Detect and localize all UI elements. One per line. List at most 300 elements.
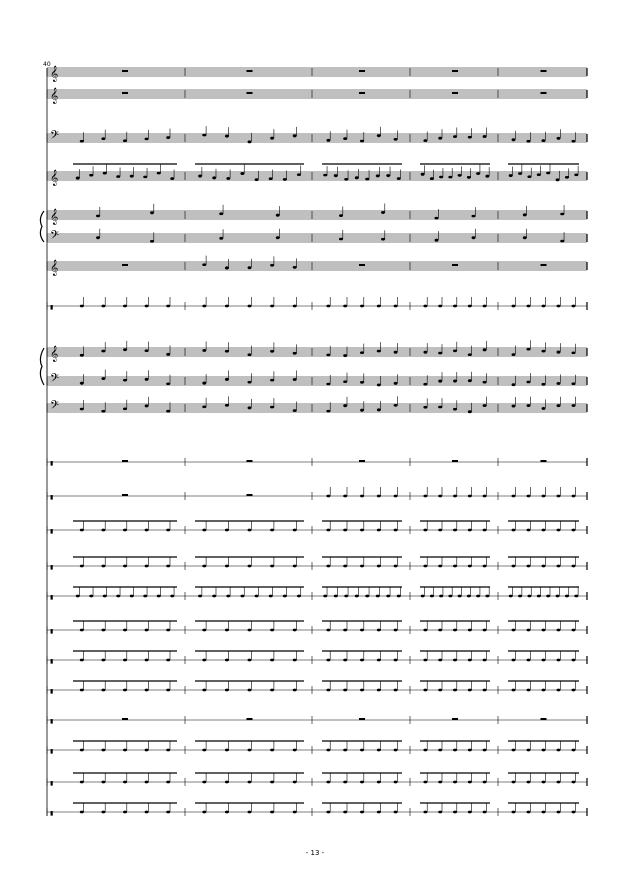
note-head xyxy=(297,595,301,598)
whole-rest xyxy=(247,718,253,720)
note-head xyxy=(101,689,105,692)
note-head xyxy=(423,495,427,498)
note-head xyxy=(468,410,472,413)
note-head xyxy=(448,595,452,598)
note-head xyxy=(421,173,425,176)
note-head xyxy=(270,659,274,662)
note-head xyxy=(557,565,561,568)
whole-rest xyxy=(247,92,253,94)
bass-clef-icon: 𝄢 xyxy=(50,129,60,145)
note-head xyxy=(509,174,513,177)
note-head xyxy=(557,137,561,140)
note-head xyxy=(101,659,105,662)
note-head xyxy=(453,749,457,752)
note-head xyxy=(360,529,364,532)
note-head xyxy=(202,529,206,532)
note-head xyxy=(157,172,161,175)
note-head xyxy=(423,659,427,662)
note-head xyxy=(468,629,472,632)
percussion-clef-icon: ▮ xyxy=(50,594,54,601)
note-head xyxy=(485,595,489,598)
note-head xyxy=(512,749,516,752)
note-head xyxy=(202,749,206,752)
note-head xyxy=(557,529,561,532)
note-head xyxy=(542,659,546,662)
note-head xyxy=(448,176,452,179)
note-head xyxy=(225,811,229,814)
note-head xyxy=(468,781,472,784)
note-head xyxy=(225,629,229,632)
note-head xyxy=(527,404,531,407)
note-head xyxy=(572,351,576,354)
whole-rest xyxy=(541,460,547,462)
note-head xyxy=(101,781,105,784)
note-head xyxy=(225,378,229,381)
note-head xyxy=(145,305,149,308)
note-head xyxy=(293,565,297,568)
note-head xyxy=(225,689,229,692)
percussion-clef-icon: ▮ xyxy=(50,810,54,817)
treble-clef-icon: 𝄞 xyxy=(50,209,59,225)
note-head xyxy=(394,351,398,354)
note-head xyxy=(512,629,516,632)
note-head xyxy=(202,565,206,568)
whole-rest xyxy=(452,718,458,720)
note-head xyxy=(438,811,442,814)
note-head xyxy=(572,140,576,143)
note-head xyxy=(293,378,297,381)
note-head xyxy=(293,811,297,814)
note-head xyxy=(423,305,427,308)
note-head xyxy=(276,214,280,217)
note-head xyxy=(166,689,170,692)
note-head xyxy=(557,351,561,354)
note-head xyxy=(557,404,561,407)
note-head xyxy=(512,383,516,386)
note-head xyxy=(377,565,381,568)
note-head xyxy=(326,305,330,308)
note-head xyxy=(166,136,170,139)
note-head xyxy=(270,749,274,752)
note-head xyxy=(512,529,516,532)
note-head xyxy=(101,410,105,413)
whole-rest xyxy=(452,264,458,266)
staff-22 xyxy=(47,778,587,786)
note-head xyxy=(572,404,576,407)
note-head xyxy=(483,565,487,568)
note-head xyxy=(202,382,206,385)
note-head xyxy=(468,689,472,692)
note-head xyxy=(394,629,398,632)
note-head xyxy=(360,351,364,354)
note-head xyxy=(542,305,546,308)
note-head xyxy=(360,811,364,814)
note-head xyxy=(438,380,442,383)
note-head xyxy=(326,383,330,386)
whole-rest xyxy=(359,70,365,72)
note-head xyxy=(202,405,206,408)
note-head xyxy=(334,595,338,598)
note-head xyxy=(512,689,516,692)
note-head xyxy=(145,404,149,407)
whole-rest xyxy=(247,70,253,72)
note-head xyxy=(527,565,531,568)
note-head xyxy=(572,629,576,632)
note-head xyxy=(343,565,347,568)
note-head xyxy=(423,383,427,386)
note-head xyxy=(166,353,170,356)
note-head xyxy=(468,565,472,568)
note-head xyxy=(394,138,398,141)
whole-rest xyxy=(452,70,458,72)
note-head xyxy=(557,811,561,814)
whole-rest xyxy=(359,92,365,94)
note-head xyxy=(166,529,170,532)
note-head xyxy=(381,238,385,241)
note-head xyxy=(326,781,330,784)
note-head xyxy=(323,595,327,598)
note-head xyxy=(565,176,569,179)
note-head xyxy=(297,173,301,176)
note-head xyxy=(527,348,531,351)
note-head xyxy=(326,689,330,692)
staff-5 xyxy=(47,211,587,219)
note-head xyxy=(343,495,347,498)
note-head xyxy=(381,211,385,214)
note-head xyxy=(542,495,546,498)
note-head xyxy=(248,381,252,384)
note-head xyxy=(143,595,147,598)
note-head xyxy=(483,659,487,662)
note-head xyxy=(293,629,297,632)
note-head xyxy=(270,781,274,784)
note-head xyxy=(343,629,347,632)
note-head xyxy=(360,381,364,384)
staff-23 xyxy=(47,808,587,816)
note-head xyxy=(394,659,398,662)
note-head xyxy=(483,629,487,632)
note-head xyxy=(527,595,531,598)
note-head xyxy=(468,379,472,382)
note-head xyxy=(145,811,149,814)
note-head xyxy=(468,749,472,752)
note-head xyxy=(377,408,381,411)
note-head xyxy=(116,595,120,598)
note-head xyxy=(101,629,105,632)
note-head xyxy=(423,811,427,814)
note-head xyxy=(435,217,439,220)
note-head xyxy=(518,172,522,175)
note-head xyxy=(123,379,127,382)
note-head xyxy=(468,353,472,356)
whole-rest xyxy=(122,494,128,496)
note-head xyxy=(423,529,427,532)
note-head xyxy=(572,529,576,532)
note-head xyxy=(248,629,252,632)
note-head xyxy=(394,305,398,308)
note-head xyxy=(527,749,531,752)
note-head xyxy=(150,211,154,214)
whole-rest xyxy=(541,718,547,720)
note-head xyxy=(80,811,84,814)
note-head xyxy=(377,659,381,662)
note-head xyxy=(101,377,105,380)
note-head xyxy=(270,565,274,568)
note-head xyxy=(453,529,457,532)
brace-1 xyxy=(40,211,44,242)
note-head xyxy=(116,175,120,178)
note-head xyxy=(468,305,472,308)
page-number: - 13 - xyxy=(305,849,325,857)
note-head xyxy=(557,659,561,662)
note-head xyxy=(438,629,442,632)
staff-16 xyxy=(47,592,587,600)
note-head xyxy=(483,348,487,351)
measure-number: 40 xyxy=(43,61,51,68)
note-head xyxy=(269,595,273,598)
note-head xyxy=(293,749,297,752)
whole-rest xyxy=(359,264,365,266)
note-head xyxy=(225,749,229,752)
percussion-clef-icon: ▮ xyxy=(50,528,54,535)
note-head xyxy=(270,264,274,267)
note-head xyxy=(360,659,364,662)
note-head xyxy=(360,689,364,692)
note-head xyxy=(560,213,564,216)
note-head xyxy=(248,406,252,409)
bass-clef-icon: 𝄢 xyxy=(50,399,60,415)
note-head xyxy=(397,595,401,598)
note-head xyxy=(476,172,480,175)
whole-rest xyxy=(247,460,253,462)
note-head xyxy=(145,529,149,532)
note-head xyxy=(240,595,244,598)
note-head xyxy=(572,689,576,692)
note-head xyxy=(527,689,531,692)
note-head xyxy=(123,139,127,142)
note-head xyxy=(512,781,516,784)
staff-9 xyxy=(47,348,587,356)
note-head xyxy=(512,353,516,356)
note-head xyxy=(546,595,550,598)
note-head xyxy=(80,140,84,143)
note-head xyxy=(96,236,100,239)
note-head xyxy=(145,659,149,662)
note-head xyxy=(80,529,84,532)
note-head xyxy=(344,178,348,181)
note-head xyxy=(198,595,202,598)
note-head xyxy=(145,349,149,352)
note-head xyxy=(394,404,398,407)
note-head xyxy=(542,781,546,784)
note-head xyxy=(377,781,381,784)
staff-11 xyxy=(47,404,587,412)
note-head xyxy=(202,305,206,308)
note-head xyxy=(225,350,229,353)
note-head xyxy=(512,811,516,814)
note-head xyxy=(101,529,105,532)
note-head xyxy=(527,495,531,498)
whole-rest xyxy=(122,264,128,266)
percussion-clef-icon: ▮ xyxy=(50,564,54,571)
note-head xyxy=(248,749,252,752)
note-head xyxy=(468,495,472,498)
note-head xyxy=(326,354,330,357)
note-head xyxy=(485,175,489,178)
note-head xyxy=(527,140,531,143)
note-head xyxy=(293,352,297,355)
note-head xyxy=(458,595,462,598)
note-head xyxy=(202,659,206,662)
note-head xyxy=(334,174,338,177)
note-head xyxy=(219,237,223,240)
note-head xyxy=(339,238,343,241)
whole-rest xyxy=(122,718,128,720)
note-head xyxy=(145,781,149,784)
whole-rest xyxy=(359,718,365,720)
note-head xyxy=(145,137,149,140)
note-head xyxy=(326,410,330,413)
note-head xyxy=(123,749,127,752)
staff-18 xyxy=(47,656,587,664)
note-head xyxy=(283,178,287,181)
note-head xyxy=(103,595,107,598)
note-head xyxy=(394,749,398,752)
note-head xyxy=(542,407,546,410)
note-head xyxy=(377,134,381,137)
note-head xyxy=(572,811,576,814)
note-head xyxy=(293,409,297,412)
note-head xyxy=(557,305,561,308)
staff-15 xyxy=(47,562,587,570)
note-head xyxy=(326,811,330,814)
note-head xyxy=(270,629,274,632)
note-head xyxy=(512,305,516,308)
treble-clef-icon: 𝄞 xyxy=(50,88,59,104)
percussion-clef-icon: ▮ xyxy=(50,494,54,501)
note-head xyxy=(212,595,216,598)
note-head xyxy=(468,811,472,814)
note-head xyxy=(376,595,380,598)
note-head xyxy=(166,382,170,385)
note-head xyxy=(326,629,330,632)
note-head xyxy=(472,236,476,239)
note-head xyxy=(423,139,427,142)
note-head xyxy=(225,267,229,270)
staff-6 xyxy=(47,234,587,242)
note-head xyxy=(386,174,390,177)
note-head xyxy=(270,379,274,382)
note-head xyxy=(212,177,216,180)
note-head xyxy=(255,595,259,598)
note-head xyxy=(572,565,576,568)
note-head xyxy=(344,595,348,598)
note-head xyxy=(166,781,170,784)
note-head xyxy=(377,749,381,752)
whole-rest xyxy=(452,460,458,462)
note-head xyxy=(574,173,578,176)
note-head xyxy=(453,659,457,662)
note-head xyxy=(438,659,442,662)
note-head xyxy=(365,595,369,598)
note-head xyxy=(103,172,107,175)
note-head xyxy=(343,659,347,662)
note-head xyxy=(80,629,84,632)
note-head xyxy=(343,689,347,692)
note-head xyxy=(255,178,259,181)
note-head xyxy=(198,175,202,178)
whole-rest xyxy=(359,460,365,462)
note-head xyxy=(377,629,381,632)
bass-clef-icon: 𝄢 xyxy=(50,372,60,388)
note-head xyxy=(276,236,280,239)
note-head xyxy=(376,174,380,177)
note-head xyxy=(293,305,297,308)
note-head xyxy=(523,236,527,239)
whole-rest xyxy=(452,92,458,94)
note-head xyxy=(483,689,487,692)
note-head xyxy=(326,495,330,498)
note-head xyxy=(557,749,561,752)
note-head xyxy=(377,350,381,353)
note-head xyxy=(453,689,457,692)
note-head xyxy=(483,381,487,384)
note-head xyxy=(527,629,531,632)
note-head xyxy=(123,629,127,632)
note-head xyxy=(512,405,516,408)
note-head xyxy=(326,659,330,662)
percussion-clef-icon: ▮ xyxy=(50,780,54,787)
note-head xyxy=(523,213,527,216)
note-head xyxy=(80,408,84,411)
note-head xyxy=(326,749,330,752)
staff-10 xyxy=(47,377,587,385)
note-head xyxy=(101,749,105,752)
note-head xyxy=(557,382,561,385)
note-head xyxy=(360,495,364,498)
note-head xyxy=(557,629,561,632)
note-head xyxy=(377,529,381,532)
note-head xyxy=(343,529,347,532)
note-head xyxy=(101,350,105,353)
note-head xyxy=(343,354,347,357)
note-head xyxy=(343,404,347,407)
note-head xyxy=(270,811,274,814)
note-head xyxy=(574,595,578,598)
note-head xyxy=(240,172,244,175)
note-head xyxy=(512,659,516,662)
note-head xyxy=(123,565,127,568)
note-head xyxy=(343,781,347,784)
whole-rest xyxy=(122,70,128,72)
note-head xyxy=(219,212,223,215)
note-head xyxy=(80,565,84,568)
note-head xyxy=(225,565,229,568)
note-head xyxy=(343,305,347,308)
note-head xyxy=(355,595,359,598)
staff-17 xyxy=(47,626,587,634)
note-head xyxy=(166,305,170,308)
note-head xyxy=(397,177,401,180)
staff-8 xyxy=(47,302,587,310)
note-head xyxy=(248,689,252,692)
note-head xyxy=(89,174,93,177)
staff-4 xyxy=(47,172,587,180)
note-head xyxy=(423,351,427,354)
percussion-clef-icon: ▮ xyxy=(50,460,54,467)
note-head xyxy=(202,811,206,814)
note-head xyxy=(343,749,347,752)
